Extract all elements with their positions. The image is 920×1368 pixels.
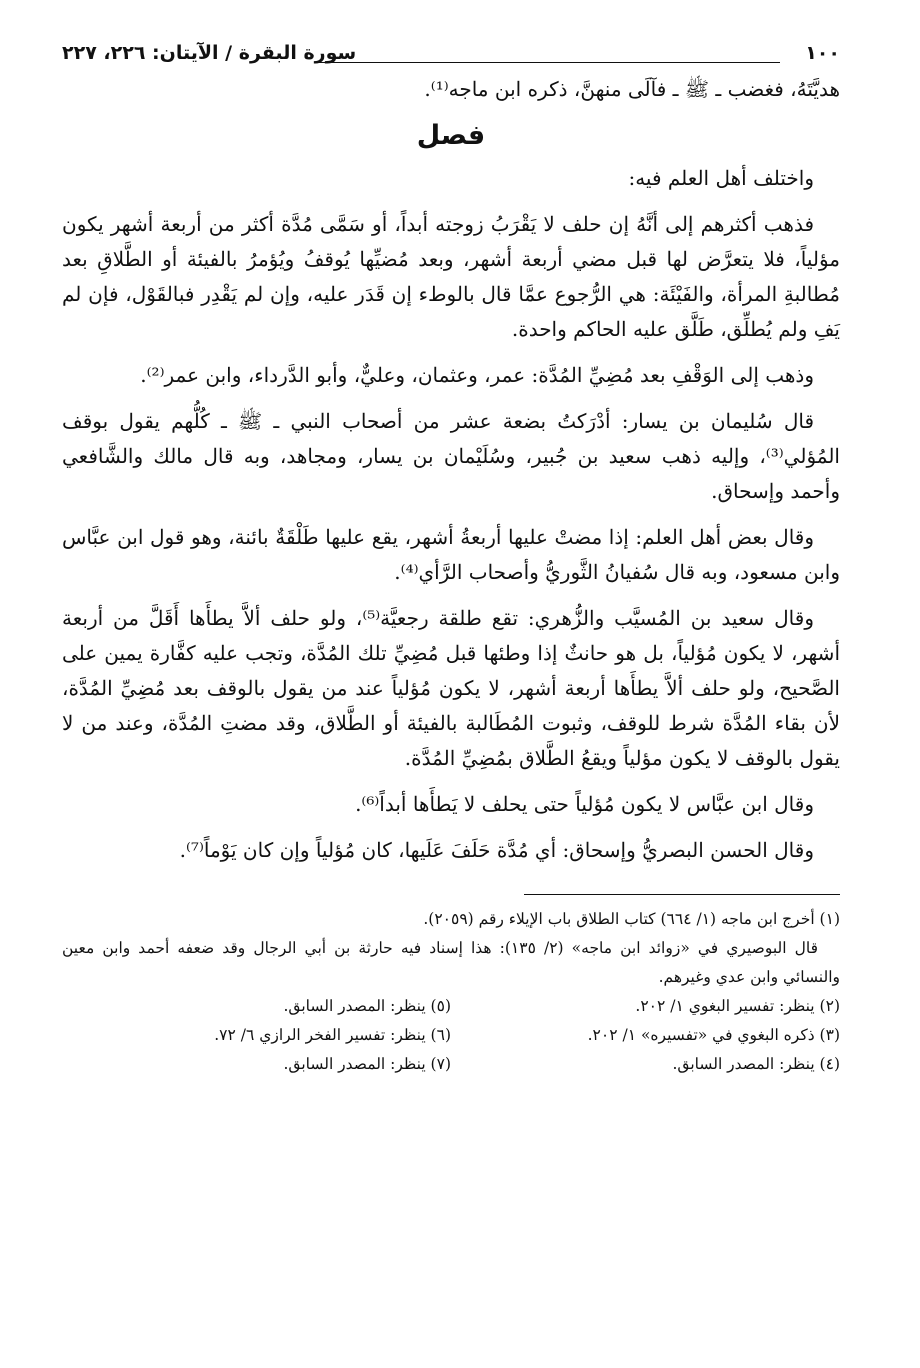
page-number: ١٠٠: [805, 42, 840, 64]
footnote-4: (٤) ينظر: المصدر السابق.: [672, 1055, 840, 1073]
footnote-1-continuation: قال البوصيري في «زوائد ابن ماجه» (٢/ ١٣٥): هذا إسناد فيه حارثة بن أبي الرجال وقد ضعفه أحمد وابن معين والنسائي وابن عدي وغيرهم.: [62, 939, 840, 986]
paragraph: وذهب إلى الوَقْفِ بعد مُضِيِّ المُدَّة: عمر، وعثمان، وعليٌّ، وأبو الدَّرداء، وابن عمر⁽²⁾.: [140, 363, 814, 387]
header-rule: [314, 62, 780, 63]
footnote-2: (٢) ينظر: تفسير البغوي ١/ ٢٠٢.: [635, 997, 840, 1015]
running-title: سورة البقرة / الآيتان: ٢٢٦، ٢٢٧: [62, 42, 357, 64]
paragraph: قال سُليمان بن يسار: أدْرَكتُ بضعة عشر من أصحاب النبي ـ ﷺ ـ كُلُّهم يقول بوقف المُؤلي⁽³⁾، وإليه ذهب سعيد بن جُبير، وسُلَيْمان بن يسار، ومجاهد، وبه قال مالك والشَّافعي وأحمد وإسحاق.: [62, 409, 840, 503]
footnote-row: [62, 992, 840, 1021]
section-title: فصل: [416, 120, 486, 151]
footnote-row: [62, 1021, 840, 1050]
book-page: [62, 38, 840, 1079]
paragraph: فذهب أكثرهم إلى أنَّهُ إن حلف لا يَقْرَبُ زوجته أبداً، أو سَمَّى مُدَّة أكثر من أربعة أشهر يكون مؤلياً، فلا يتعرَّض لها قبل مضي أربعة أشهر، وبعد مُضيِّها يُوقفُ ويُؤمرُ بالفيئة أو الطَّلاقِ بعد مُطالبةِ المرأة، والفَيْئَة: هي الرُّجوع عمَّا قال بالوطء إن قَدَر عليه، وإن لم يَقْدِر فبالقَوْل، فإن لم يَفِ ولم يُطلِّق، طَلَّق عليه الحاكم واحدة.: [62, 212, 840, 341]
footnotes: [62, 905, 840, 1079]
footnote-separator: [524, 894, 840, 895]
paragraph: وقال ابن عبَّاس لا يكون مُؤلياً حتى يحلف لا يَطأَها أبداً⁽⁶⁾.: [355, 792, 814, 816]
footnote-1: (١) أخرج ابن ماجه (١/ ٦٦٤) كتاب الطلاق باب الإيلاء رقم (٢٠٥٩).: [423, 910, 840, 928]
footnote-5: (٥) ينظر: المصدر السابق.: [283, 997, 451, 1015]
paragraph: وقال الحسن البصريُّ وإسحاق: أي مُدَّة حَلَفَ عَلَيها، كان مُؤلياً وإن كان يَوْماً⁽⁷⁾.: [179, 838, 814, 862]
footnote-6: (٦) ينظر: تفسير الفخر الرازي ٦/ ٧٢.: [214, 1026, 451, 1044]
footnote-3: (٣) ذكره البغوي في «تفسيره» ١/ ٢٠٢.: [587, 1026, 840, 1044]
paragraph-continuation: هديَّتَهُ، فغضب ـ ﷺ ـ فآلَى منهنَّ، ذكره ابن ماجه⁽¹⁾.: [424, 77, 840, 101]
footnote-7: (٧) ينظر: المصدر السابق.: [283, 1055, 451, 1073]
main-text: [62, 72, 840, 868]
footnote-row: [62, 1050, 840, 1079]
paragraph: وقال سعيد بن المُسيَّب والزُّهري: تقع طلقة رجعيَّة⁽⁵⁾، ولو حلف ألاَّ يطأَها أَقَلَّ من أربعة أشهر، لا يكون مُؤلياً، بل هو حانثٌ إذا وطئها قبل مُضِيِّ تلك المُدَّة، وتجب عليه كفَّارة يمين على الصَّحيح، ولو حلف ألاَّ يطأَها أربعة أشهر، لا يكون مُؤلياً عند من يقول بالوقف بعد مُضِيِّ المُدَّة، لأن بقاء المُدَّة شرط للوقف، وثبوت المُطَالبة بالفيئة أو الطَّلاق، وقد مضتِ المُدَّة، وعند من لا يقول بالوقف لا يكون مؤلياً ويقعُ الطَّلاق بمُضِيِّ المُدَّة.: [62, 606, 840, 770]
running-header: [62, 38, 840, 72]
paragraph: واختلف أهل العلم فيه:: [628, 166, 814, 190]
paragraph: وقال بعض أهل العلم: إذا مضتْ عليها أربعةُ أشهر، يقع عليها طَلْقَةٌ بائنة، وهو قول ابن عبَّاس وابن مسعود، وبه قال سُفيانُ الثَّوريُّ وأصحاب الرَّأي⁽⁴⁾.: [62, 525, 840, 584]
